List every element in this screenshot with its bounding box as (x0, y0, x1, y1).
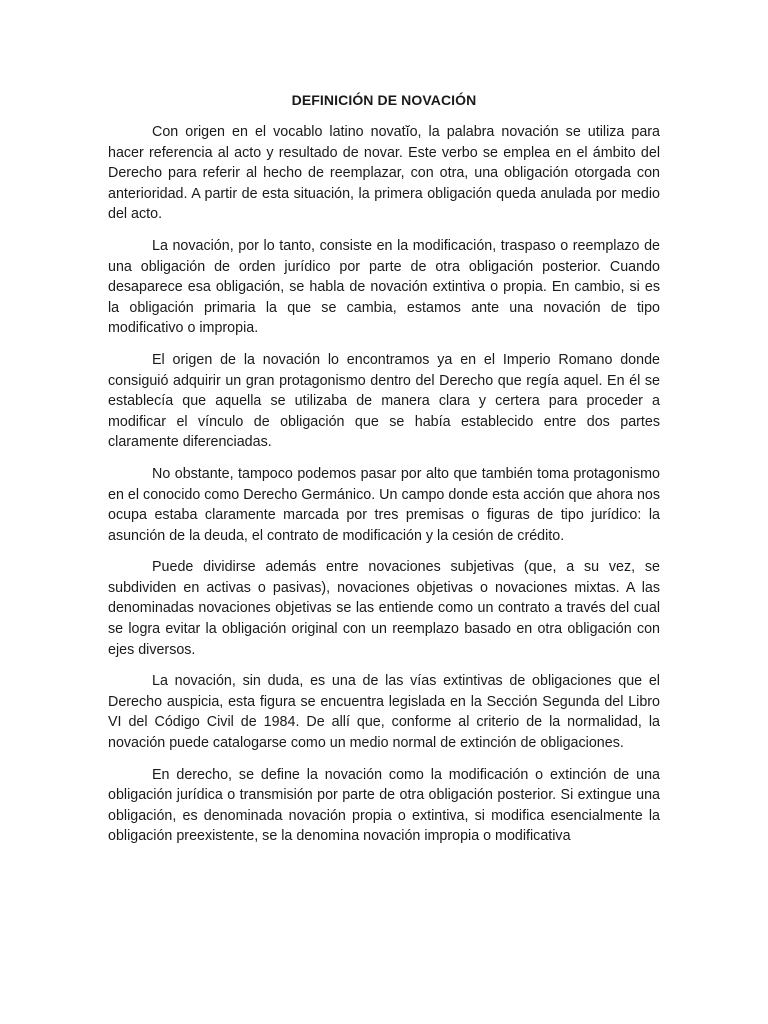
paragraph-5: Puede dividirse además entre novaciones subjetivas (que, a su vez, se subdividen en activas o pasivas), novaciones objetivas o novaciones mixtas. A las denominadas novaciones objetivas se las entiende como un contrato a través del cual se logra evitar la obligación original con un reemplazo basado en otra obligación con ejes diversos. (108, 559, 660, 658)
paragraph-7: En derecho, se define la novación como la modificación o extinción de una obligación jurídica o transmisión por parte de otra obligación posterior. Si extingue una obligación, es denominada novación propia o extintiva, si modifica esencialmente la obligación preexistente, se la denomina novación impropia o modificativa (108, 766, 660, 845)
paragraph-6: La novación, sin duda, es una de las vías extintivas de obligaciones que el Derecho auspicia, esta figura se encuentra legislada en la Sección Segunda del Libro VI del Código Civil de 1984. De allí que, conforme al criterio de la normalidad, la novación puede catalogarse como un medio normal de extinción de obligaciones. (108, 673, 660, 752)
paragraph-4: No obstante, tampoco podemos pasar por alto que también toma protagonismo en el conocido como Derecho Germánico. Un campo donde esta acción que ahora nos ocupa estaba claramente marcada por tres premisas o figuras de tipo jurídico: la asunción de la deuda, el contrato de modificación y la cesión de crédito. (108, 465, 660, 544)
document-page (108, 90, 660, 858)
paragraph-1: Con origen en el vocablo latino novatĭo, la palabra novación se utiliza para hacer referencia al acto y resultado de novar. Este verbo se emplea en el ámbito del Derecho para referir al hecho de reemplazar, con otra, una obligación otorgada con anterioridad. A partir de esta situación, la primera obligación queda anulada por medio del acto. (108, 124, 660, 223)
paragraph-2: La novación, por lo tanto, consiste en la modificación, traspaso o reemplazo de una obligación de orden jurídico por parte de otra obligación posterior. Cuando desaparece esa obligación, se habla de novación extintiva o propia. En cambio, si es la obligación primaria la que se cambia, estamos ante una novación de tipo modificativo o impropia. (108, 237, 660, 337)
document-title: DEFINICIÓN DE NOVACIÓN (291, 92, 477, 108)
paragraph-3: El origen de la novación lo encontramos ya en el Imperio Romano donde consiguió adquirir un gran protagonismo dentro del Derecho que regía aquel. En él se establecía que aquella se utilizaba de manera clara y certera para proceder a modificar el vínculo de obligación que se había establecido entre dos partes claramente diferenciadas. (108, 351, 660, 451)
